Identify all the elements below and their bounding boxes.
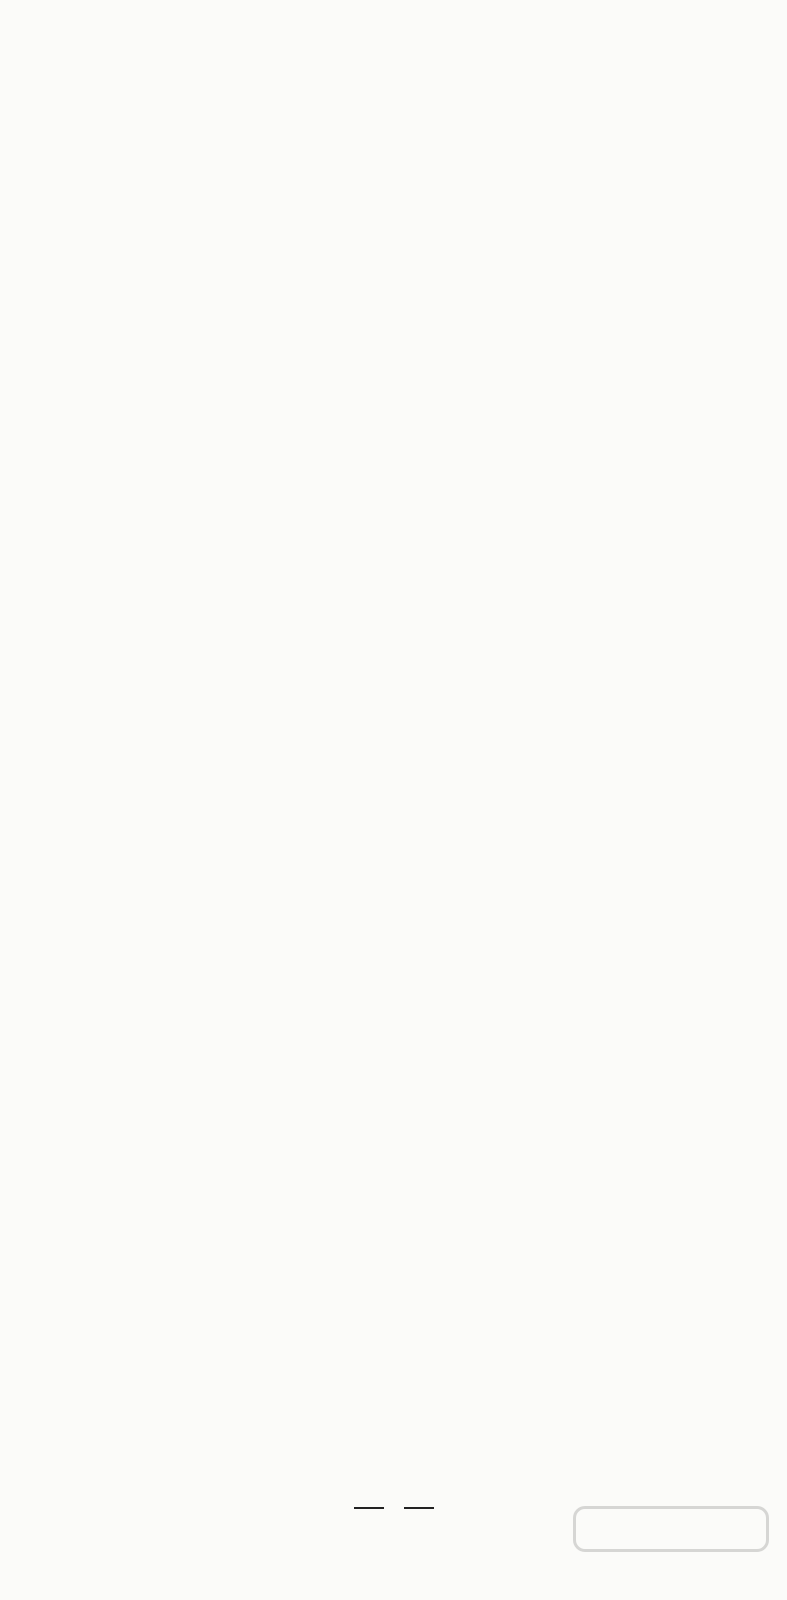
section-heading-cont [58,79,738,100]
watermark [559,1510,769,1588]
lesson-title [58,274,738,298]
page-number-dash-left [354,1507,384,1509]
training-heading [58,298,738,319]
dialog-line [58,184,738,205]
page-number-dash-right [404,1507,434,1509]
document-page [58,58,738,319]
dialog-intro [58,205,738,226]
section-heading [58,58,738,79]
dialog-intro [58,100,738,121]
dialog-intro [58,226,738,247]
answers-heading [58,247,738,268]
dialog-intro [58,121,738,142]
dialog-line [58,163,738,184]
watermark-logo [573,1506,769,1552]
dialog-line [58,142,738,163]
